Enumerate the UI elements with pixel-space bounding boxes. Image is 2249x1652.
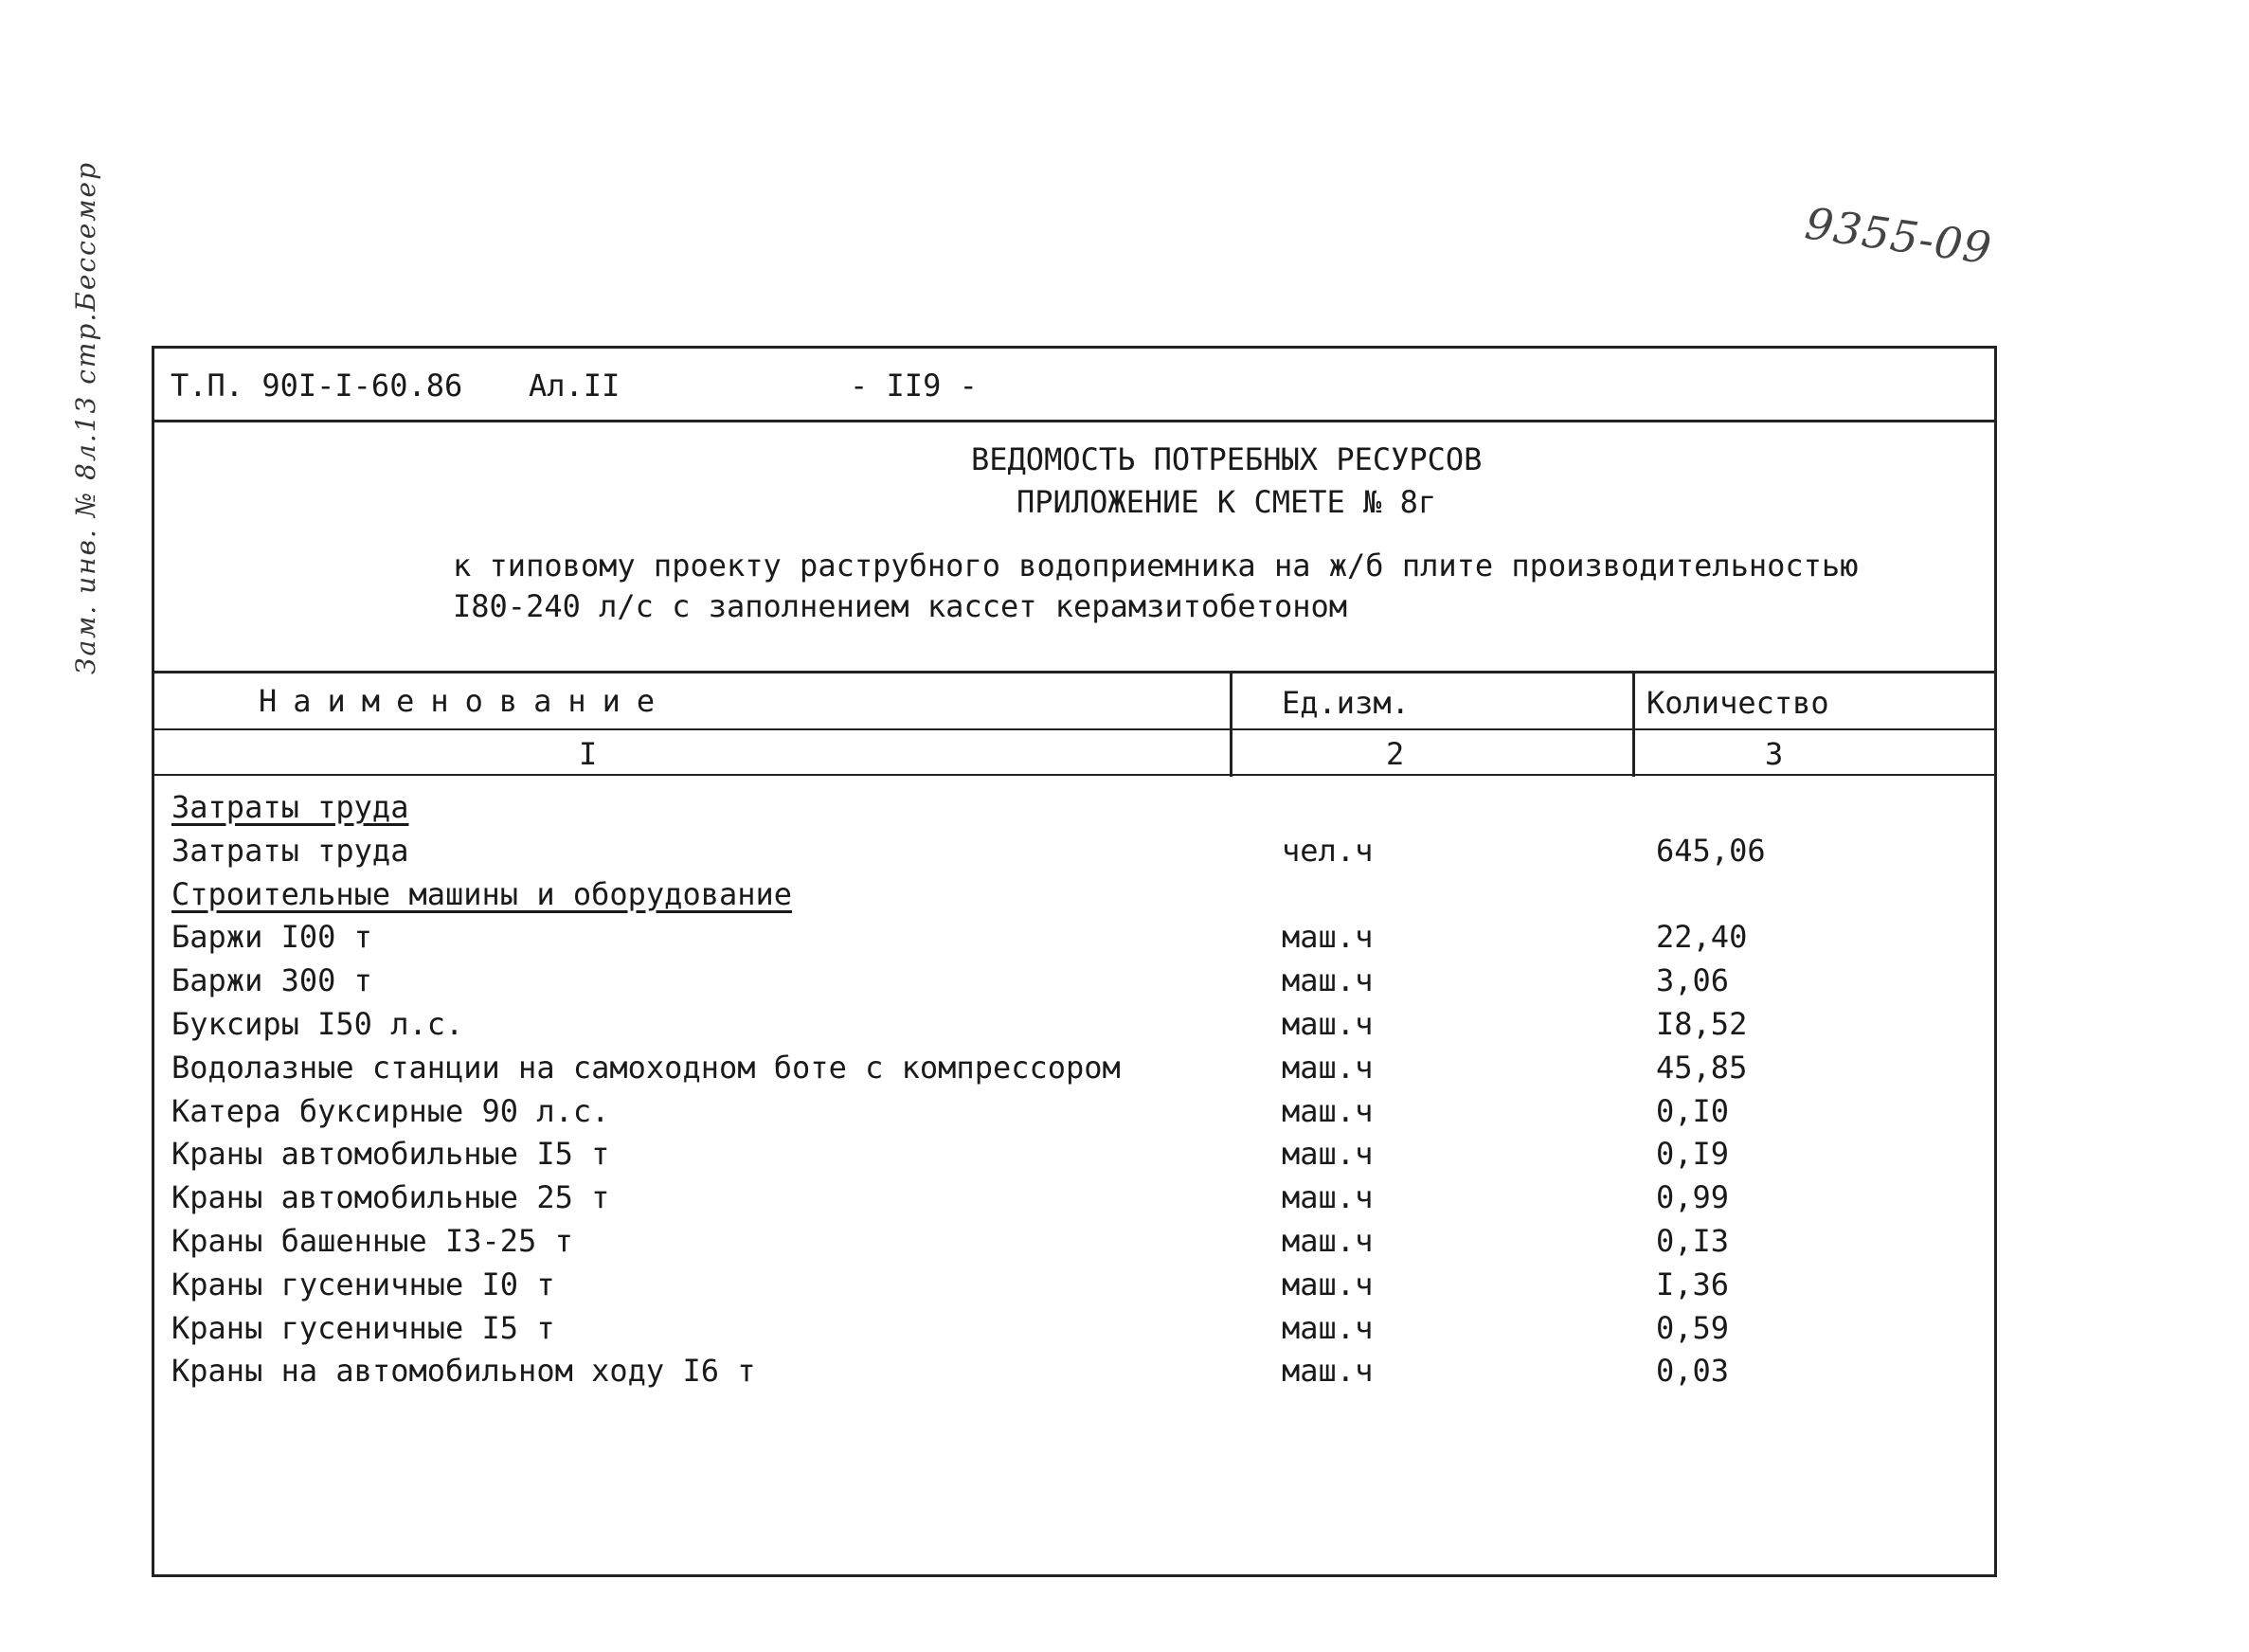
unit-of-measure: маш.ч (1282, 919, 1374, 956)
page-number: - II9 - (850, 368, 978, 404)
quantity-value: 0,I0 (1656, 1092, 1730, 1129)
quantity-value: 0,I9 (1656, 1136, 1730, 1173)
table-header (154, 671, 1994, 775)
table-row (154, 919, 1994, 962)
column-divider (1230, 673, 1232, 777)
table-row (154, 1093, 1994, 1137)
table-row (154, 1006, 1994, 1050)
column-number: 3 (1765, 736, 1784, 772)
table-row (154, 1179, 1994, 1223)
resource-name: Краны гусеничные I5 т (171, 1309, 555, 1346)
table-row (154, 1266, 1994, 1310)
document-frame (152, 346, 1997, 1577)
unit-of-measure: маш.ч (1282, 1136, 1374, 1173)
quantity-value: I8,52 (1656, 1006, 1748, 1042)
resource-name: Катера буксирные 90 л.с. (171, 1092, 610, 1129)
column-number: I (579, 736, 598, 772)
project-description-line2: I80-240 л/с с заполнением кассет керамзитобетоном (453, 588, 1348, 624)
unit-of-measure: маш.ч (1282, 1006, 1374, 1042)
quantity-value: 0,59 (1656, 1309, 1730, 1346)
header-divider (154, 728, 1994, 730)
unit-of-measure: маш.ч (1282, 1266, 1374, 1302)
quantity-value: 0,99 (1656, 1179, 1730, 1216)
quantity-value: 0,03 (1656, 1353, 1730, 1390)
doc-code: Т.П. 90I-I-60.86 (171, 368, 463, 404)
table-row (154, 1310, 1994, 1354)
section-heading-row (154, 789, 1994, 833)
column-number: 2 (1386, 736, 1405, 772)
project-description-line1: к типовому проекту раструбного водоприемника на ж/б плите производительностью (453, 548, 1859, 584)
column-header-name: Наименование (259, 683, 672, 719)
handwritten-archive-number: 9355-09 (1802, 197, 1995, 275)
unit-of-measure: маш.ч (1282, 1309, 1374, 1346)
sheet-label: Ал.II (529, 368, 621, 404)
resource-name: Краны гусеничные I0 т (171, 1266, 555, 1302)
quantity-value: 0,I3 (1656, 1223, 1730, 1259)
resource-name: Затраты труда (171, 789, 409, 825)
unit-of-measure: маш.ч (1282, 1092, 1374, 1129)
resource-name: Баржи 300 т (171, 962, 372, 999)
unit-of-measure: маш.ч (1282, 1179, 1374, 1216)
quantity-value: 3,06 (1656, 962, 1730, 999)
resource-name: Буксиры I50 л.с. (171, 1006, 464, 1042)
unit-of-measure: маш.ч (1282, 1049, 1374, 1086)
document-title: ВЕДОМОСТЬ ПОТРЕБНЫХ РЕСУРСОВ (971, 441, 1483, 477)
side-note (57, 160, 133, 701)
table-row (154, 833, 1994, 876)
unit-of-measure: маш.ч (1282, 1353, 1374, 1390)
resource-name: Строительные машины и оборудование (171, 875, 793, 912)
quantity-value: 45,85 (1656, 1049, 1748, 1086)
header-strip (154, 349, 1994, 422)
column-divider (1632, 673, 1635, 777)
header-bottom-border (154, 774, 1994, 776)
resource-name: Краны автомобильные 25 т (171, 1179, 610, 1216)
resource-name: Краны на автомобильном ходу I6 т (171, 1353, 756, 1390)
quantity-value: 645,06 (1656, 832, 1766, 869)
unit-of-measure: маш.ч (1282, 1223, 1374, 1259)
table-row (154, 1353, 1994, 1396)
resource-name: Краны автомобильные I5 т (171, 1136, 610, 1173)
quantity-value: 22,40 (1656, 919, 1748, 956)
table-row (154, 1050, 1994, 1093)
resource-name: Баржи I00 т (171, 919, 372, 956)
resource-name: Краны башенные I3-25 т (171, 1223, 573, 1259)
column-header-quantity: Количество (1646, 685, 1829, 721)
unit-of-measure: маш.ч (1282, 962, 1374, 999)
section-heading-row (154, 876, 1994, 920)
table-row (154, 1136, 1994, 1179)
side-note-text: Зам. инв. № 8л.13 стр.Бессемер (70, 160, 101, 674)
unit-of-measure: чел.ч (1282, 832, 1374, 869)
document-subtitle: ПРИЛОЖЕНИЕ К СМЕТЕ № 8г (1017, 484, 1437, 520)
resource-name: Затраты труда (171, 832, 409, 869)
quantity-value: I,36 (1656, 1266, 1730, 1302)
resource-name: Водолазные станции на самоходном боте с компрессором (171, 1049, 1121, 1086)
column-header-unit: Ед.изм. (1282, 685, 1410, 721)
table-row (154, 1223, 1994, 1266)
table-row (154, 962, 1994, 1006)
